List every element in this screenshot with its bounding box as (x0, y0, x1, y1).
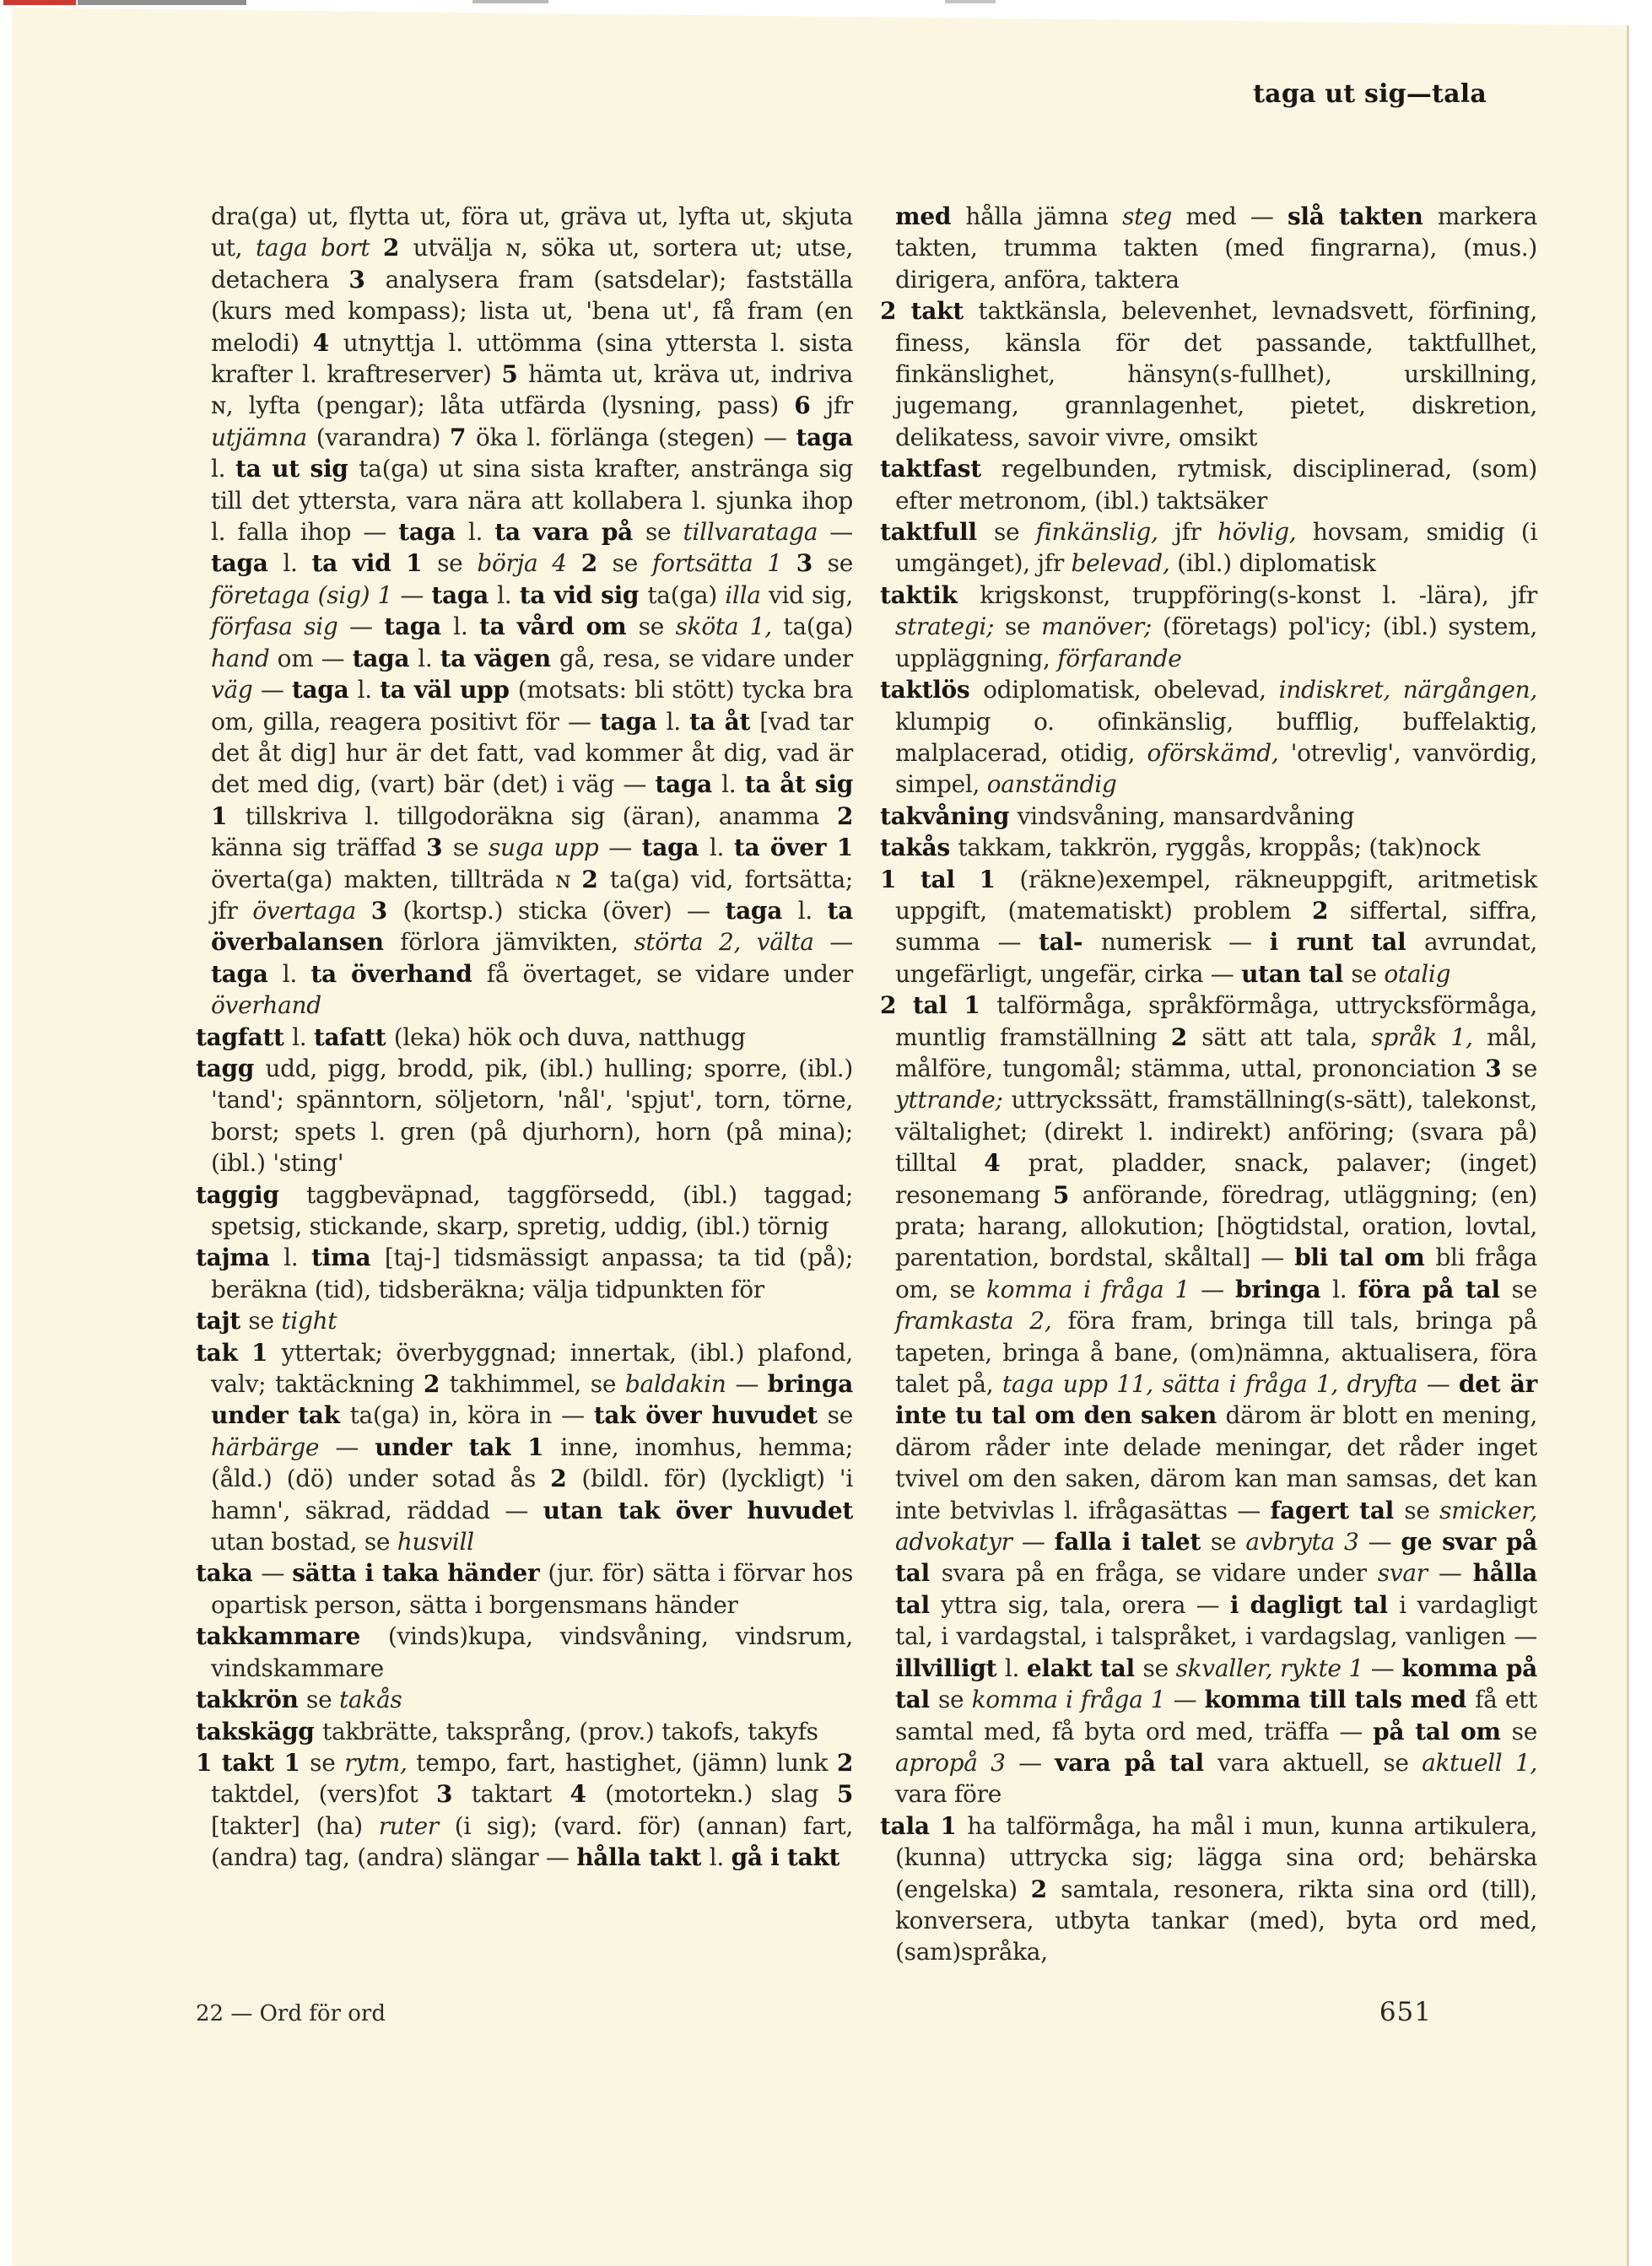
dictionary-entry: taggig taggbeväpnad, taggförsedd, (ibl.) taggad; spetsig, stickande, skarp, spretig, uddig, (ibl.) törnig (196, 1180, 853, 1240)
dictionary-entry: takås takkam, takkrön, ryggås, kroppås; (tak)nock (880, 834, 1480, 862)
dictionary-entry: tajma l. tima [taj-] tidsmässigt anpassa; ta tid (på); beräkna (tid), tidsberäkna; välja tidpunkten för (196, 1244, 853, 1303)
column-left (196, 201, 853, 1874)
running-header: taga ut sig—tala (1253, 79, 1487, 109)
dictionary-entry: tak 1 yttertak; överbyggnad; innertak, (ibl.) plafond, valv; taktäckning 2 takhimmel, se baldakin — bringa under tak ta(ga) in, köra in — tak över huvudet se härbärge — under tak 1 inne, inomhus, hemma; (åld.) (dö) under sotad ås 2 (bildl. för) (lyckligt) 'i hamn', säkrad, räddad — utan tak över huvudet utan bostad, se husvill (196, 1338, 853, 1557)
dictionary-entry: dra(ga) ut, flytta ut, föra ut, gräva ut, lyfta ut, skjuta ut, taga bort 2 utvälja ɴ, söka ut, sortera ut; utse, detachera 3 analysera fram (satsdelar); fastställa (kurs med kompass); lista ut, 'bena ut', få fram (en melodi) 4 utnyttja l. uttömma (sina yttersta l. sista krafter l. kraftreserver) 5 hämta ut, kräva ut, indriva ɴ, lyfta (pengar); låta utfärda (lysning, pass) 6 jfr utjämna (varandra) 7 öka l. förlänga (stegen) — taga l. ta ut sig ta(ga) ut sina sista krafter, anstränga sig till det yttersta, vara nära att kollabera l. sjunka ihop l. falla ihop — taga l. ta vara på se tillvarataga — taga l. ta vid 1 se börja 4 2 se fortsätta 1 3 se företaga (sig) 1 — taga l. ta vid sig ta(ga) illa vid sig, förfasa sig — taga l. ta vård om se sköta 1, ta(ga) hand om — taga l. ta vägen gå, resa, se vidare under väg — taga l. ta väl upp (motsats: bli stött) tycka bra om, gilla, reagera positivt för — taga l. ta åt [vad tar det åt dig] hur är det fatt, vad kommer åt dig, vad är det med dig, (vart) bär (det) i väg — taga l. ta åt sig 1 tillskriva l. tillgodoräkna sig (äran), anamma 2 känna sig träffad 3 se suga upp — taga l. ta över 1 överta(ga) makten, tillträda ɴ 2 ta(ga) vid, fortsätta; jfr övertaga 3 (kortsp.) sticka (över) — taga l. ta överbalansen förlora jämvikten, störta 2, välta — taga l. ta överhand få övertaget, se vidare under överhand (211, 202, 854, 1020)
dictionary-entry: taka — sätta i taka händer (jur. för) sätta i förvar hos opartisk person, sätta i borgensmans händer (196, 1559, 854, 1619)
dictionary-entry: 1 takt 1 se rytm, tempo, fart, hastighet, (jämn) lunk 2 taktdel, (vers)fot 3 taktart 4 (motortekn.) slag 5 [takter] (ha) ruter (i sig); (vard. för) (annan) fart, (andra) tag, (andra) slängar — hålla takt l. gå i takt (196, 1748, 853, 1872)
dictionary-entry: taktik krigskonst, truppföring(s-konst l. -lära), jfr strategi; se manöver; (företags) pol'icy; (ibl.) system, uppläggning, förfarande (880, 580, 1537, 672)
dictionary-entry: 1 tal 1 (räkne)exempel, räkneuppgift, aritmetisk uppgift, (matematiskt) problem 2 siffertal, siffra, summa — tal- numerisk — i runt tal avrundat, ungefärligt, ungefär, cirka — utan tal se otalig (880, 865, 1538, 988)
dictionary-entry: 2 takt taktkänsla, belevenhet, levnadsvett, förfining, finess, känsla för det passande, taktfullhet, finkänslighet, hänsyn(s-fullhet), urskillning, jugemang, grannlagenhet, pietet, diskretion, delikatess, savoir vivre, omsikt (880, 297, 1537, 451)
dictionary-entry: 2 tal 1 talförmåga, språkförmåga, uttrycksförmåga, muntlig framställning 2 sätt att tala, språk 1, mål, målföre, tungomål; stämma, uttal, prononciation 3 se yttrande; uttryckssätt, framställning(s-sätt), talekonst, vältalighet; (direkt l. indirekt) anföring; (svara på) tilltal 4 prat, pladder, snack, palaver; (inget) resonemang 5 anförande, föredrag, utläggning; (en) prata; harang, allokution; [högtidstal, oration, lovtal, parentation, bordstal, skåltal] — bli tal om bli fråga om, se komma i fråga 1 — bringa l. föra på tal se framkasta 2, föra fram, bringa till tals, bringa på tapeten, bringa å bane, (om)nämna, aktualisera, föra talet på, taga upp 11, sätta i fråga 1, dryfta — det är inte tu tal om den saken därom är blott en mening, därom råder inte delade meningar, det råder inget tvivel om den saken, därom kan man samsas, det kan inte betvivlas l. ifrågasättas — fagert tal se smicker, advokatyr — falla i talet se avbryta 3 — ge svar på tal svara på en fråga, se vidare under svar — hålla tal yttra sig, tala, orera — i dagligt tal i vardagligt tal, i vardagstal, i talspråket, i vardagslag, vanligen — illvilligt l. elakt tal se skvaller, rykte 1 — komma på tal se komma i fråga 1 — komma till tals med få ett samtal med, få byta ord med, träffa — på tal om se apropå 3 — vara på tal vara aktuell, se aktuell 1, vara före (880, 991, 1538, 1809)
dictionary-entry: tala 1 ha talförmåga, ha mål i mun, kunna artikulera, (kunna) uttrycka sig; lägga sina ord; behärska (engelska) 2 samtala, resonera, rikta sina ord (till), konversera, utbyta tankar (med), byta ord med, (sam)språka, (880, 1811, 1537, 1967)
scan-artifact-smudge (78, 0, 246, 5)
dictionary-entry: takskägg takbrätte, taksprång, (prov.) takofs, takyfs (196, 1717, 818, 1745)
dictionary-entry: takkrön se takås (196, 1686, 402, 1714)
two-column-text (196, 201, 1537, 1968)
dictionary-entry: tagfatt l. tafatt (leka) hök och duva, natthugg (196, 1022, 746, 1051)
signature-note: 22 — Ord för ord (196, 2000, 386, 2026)
dictionary-entry: tagg udd, pigg, brodd, pik, (ibl.) hulling; sporre, (ibl.) 'tand'; spänntorn, söljetorn, 'nål', 'spjut', torn, törne, borst; spets l. gren (på djurhorn), horn (på mina); (ibl.) 'sting' (196, 1054, 854, 1178)
page-content (196, 201, 1537, 2027)
page-bottom-row (196, 1997, 1537, 2027)
dictionary-entry: takvåning vindsvåning, mansardvåning (880, 801, 1355, 830)
dictionary-entry: taktlös odiplomatisk, obelevad, indiskret, närgången, klumpig o. ofinkänslig, bufflig, buffelaktig, malplacerad, otidig, oförskämd, 'otrevlig', vanvördig, simpel, oanständig (880, 676, 1537, 799)
column-right (880, 201, 1537, 1968)
scan-artifact-smudge (945, 0, 996, 3)
dictionary-entry: takkammare (vinds)kupa, vindsvåning, vindsrum, vindskammare (196, 1622, 853, 1682)
scan-artifact-smudge (472, 0, 548, 3)
page-edge-shadow (1627, 25, 1629, 2266)
dictionary-entry: tajt se tight (196, 1307, 337, 1335)
dictionary-entry: taktfast regelbunden, rytmisk, disciplinerad, (som) efter metronom, (ibl.) taktsäker (880, 455, 1537, 515)
dictionary-entry: taktfull se finkänslig, jfr hövlig, hovsam, smidig (i umgänget), jfr belevad, (ibl.) diplomatisk (880, 518, 1538, 578)
page-number: 651 (1379, 1996, 1432, 2027)
dictionary-entry: med hålla jämna steg med — slå takten markera takten, trumma takten (med fingrarna), (mus.) dirigera, anföra, taktera (895, 202, 1537, 294)
scan-artifact-red-mark (3, 0, 76, 5)
